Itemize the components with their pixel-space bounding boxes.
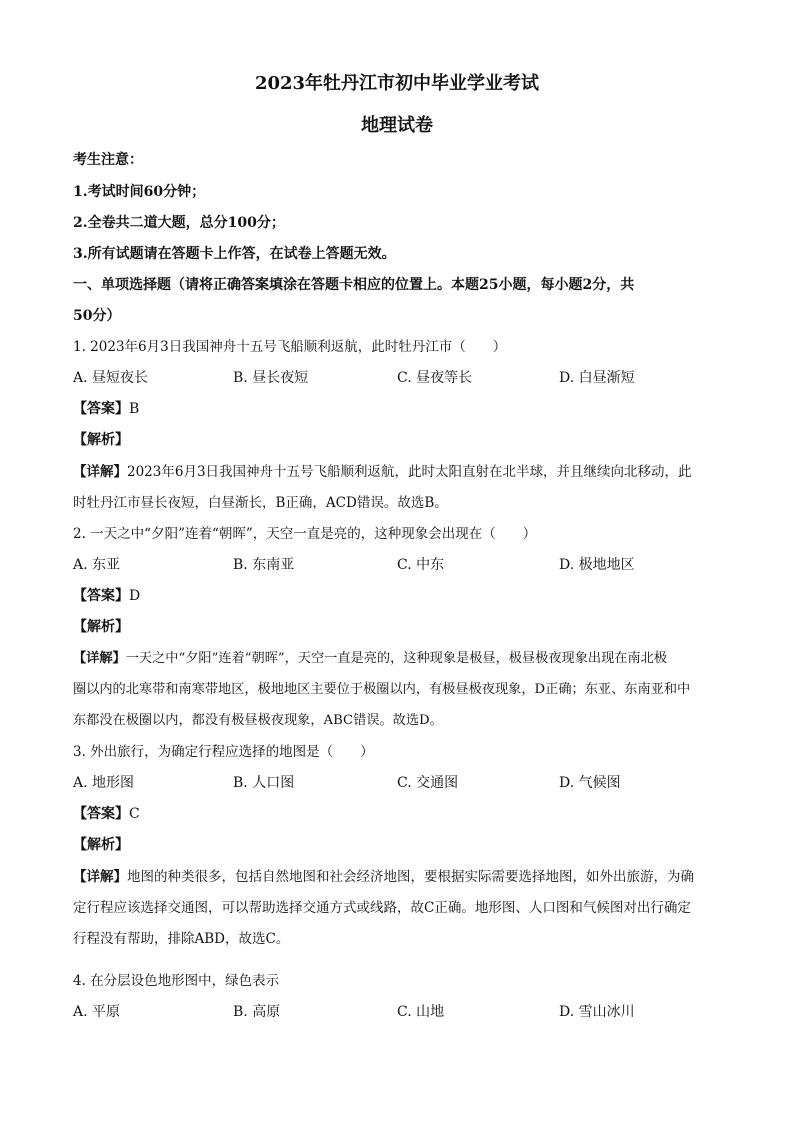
detail-label: 【详解】	[73, 464, 127, 480]
option-b: B. 高原	[233, 1004, 281, 1020]
detail-text: 地图的种类很多，包括自然地图和社会经济地图，要根据实际需要选择地图，如外出旅游，为确	[127, 869, 694, 885]
detail-line: 圈以内的北寒带和南寒带地区，极地地区主要位于极圈以内，有极昼极夜现象，D正确；东亚、东南亚和中	[73, 682, 691, 697]
question-stem: 4. 在分层设色地形图中，绿色表示	[73, 973, 280, 989]
answer-label: 【答案】	[73, 806, 129, 822]
answer-value: D	[129, 588, 141, 604]
detail-line: 时牡丹江市昼长夜短，白昼渐长，B正确，ACD错误。故选B。	[73, 495, 448, 511]
analysis-label: 【解析】	[73, 837, 129, 853]
question-stem: 2. 一天之中“夕阳”连着“朝晖”，天空一直是亮的，这种现象会出现在（ ）	[73, 526, 537, 542]
notice-item: 3.所有试题请在答题卡上作答，在试卷上答题无效。	[73, 246, 396, 262]
notice-item: 2.全卷共二道大题，总分100分；	[73, 215, 285, 231]
detail-line	[73, 462, 692, 482]
option-c: C. 昼夜等长	[397, 370, 473, 386]
option-c: C. 交通图	[397, 775, 459, 791]
answer-value: B	[129, 401, 140, 417]
answer-label: 【答案】	[73, 588, 129, 604]
answer-line	[73, 586, 140, 606]
detail-line: 东都没在极圈以内，都没有极昼极夜现象，ABC错误。故选D。	[73, 713, 443, 728]
section-heading: 一、单项选择题（请将正确答案填涂在答题卡相应的位置上。本题25小题，每小题2分，共	[73, 277, 635, 293]
notice-heading: 考生注意：	[73, 152, 143, 168]
notice-item: 1.考试时间60分钟；	[73, 184, 206, 200]
option-b: B. 昼长夜短	[233, 370, 309, 386]
exam-title: 2023年牡丹江市初中毕业学业考试	[254, 73, 540, 94]
section-heading-cont: 50分）	[73, 308, 121, 324]
option-c: C. 山地	[397, 1004, 445, 1020]
option-b: B. 东南亚	[233, 557, 295, 573]
detail-text: 一天之中“夕阳”连着“朝晖”，天空一直是亮的，这种现象是极昼，极昼极夜现象出现在南北极	[125, 651, 668, 666]
detail-label: 【详解】	[73, 869, 127, 885]
option-d: D. 极地地区	[559, 557, 635, 573]
detail-line: 定行程应该选择交通图，可以帮助选择交通方式或线路，故C正确。地形图、人口图和气候图对出行确定	[73, 900, 691, 916]
exam-subtitle: 地理试卷	[361, 115, 433, 136]
option-d: D. 白昼渐短	[559, 370, 635, 386]
detail-label: 【详解】	[73, 651, 126, 666]
detail-line	[73, 649, 667, 669]
question-stem: 1. 2023年6月3日我国神舟十五号飞船顺利返航，此时牡丹江市（ ）	[73, 339, 507, 355]
option-a: A. 地形图	[73, 775, 135, 791]
detail-line	[73, 867, 694, 887]
answer-line	[73, 804, 140, 824]
analysis-label: 【解析】	[73, 432, 129, 448]
option-a: A. 东亚	[73, 557, 121, 573]
option-b: B. 人口图	[233, 775, 295, 791]
detail-text: 2023年6月3日我国神舟十五号飞船顺利返航，此时太阳直射在北半球，并且继续向北移动，此	[127, 464, 692, 480]
answer-value: C	[129, 806, 140, 822]
option-c: C. 中东	[397, 557, 445, 573]
detail-line: 行程没有帮助，排除ABD，故选C。	[73, 931, 290, 947]
option-a: A. 平原	[73, 1004, 121, 1020]
question-stem: 3. 外出旅行，为确定行程应选择的地图是（ ）	[73, 744, 374, 760]
option-d: D. 雪山冰川	[559, 1004, 635, 1020]
analysis-label: 【解析】	[73, 619, 129, 635]
answer-label: 【答案】	[73, 401, 129, 417]
option-a: A. 昼短夜长	[73, 370, 149, 386]
answer-line	[73, 399, 139, 419]
option-d: D. 气候图	[559, 775, 621, 791]
